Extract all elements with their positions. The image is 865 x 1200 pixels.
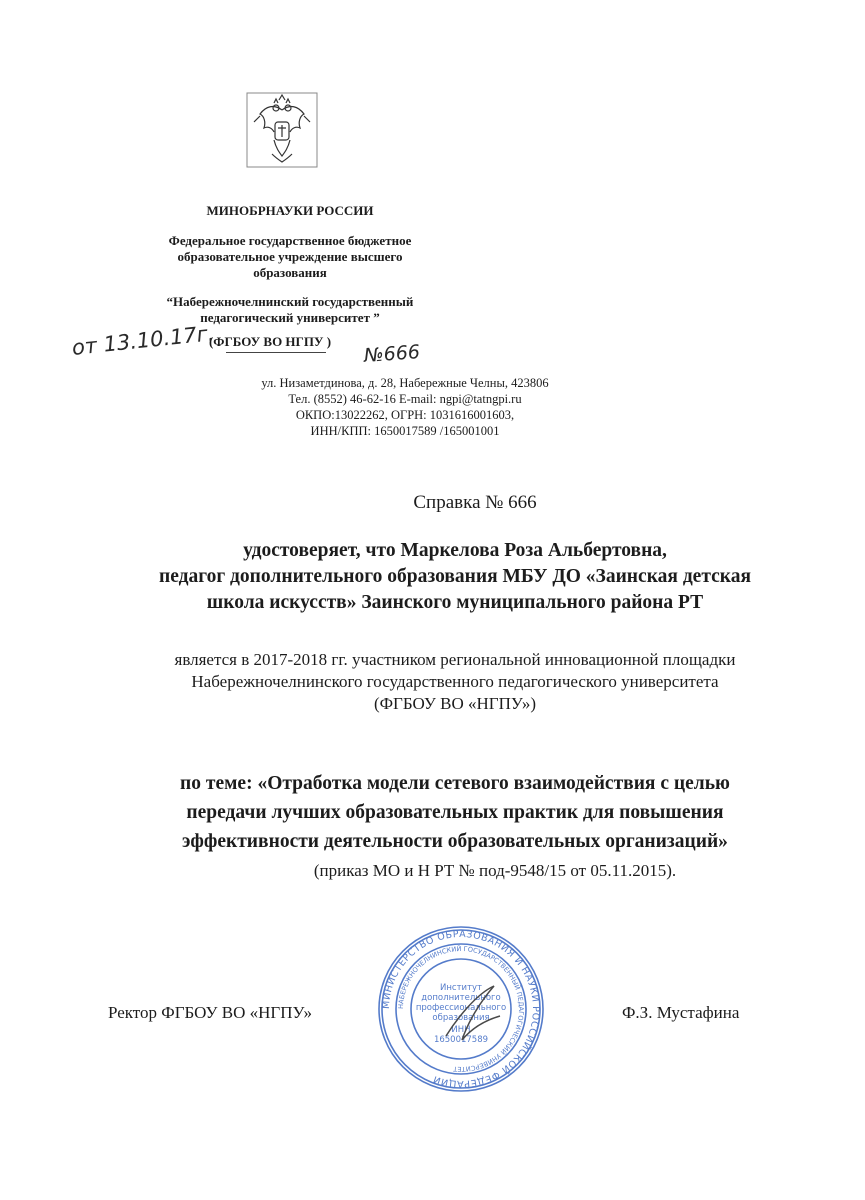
certifies-line: педагог дополнительного образования МБУ ДО «Заинская детская [158,566,752,587]
abbreviation-underline [226,352,326,353]
address-block [240,375,570,439]
seal-outer-text: МИНИСТЕРСТВО ОБРАЗОВАНИЯ И НАУКИ РОССИЙСКОЙ ФЕДЕРАЦИИ [380,928,542,1090]
participant-block [90,649,820,715]
ministry-name: МИНОБРНАУКИ РОССИИ [206,203,374,218]
rector-position: Ректор ФГБОУ ВО «НГПУ» [108,1003,312,1022]
rector-name: Ф.З. Мустафина [622,1003,740,1022]
institution-abbreviation: (ФГБОУ ВО НГПУ ) [208,334,332,349]
document-title: Справка № 666 [413,492,537,513]
seal-center-line: дополнительного [421,993,501,1003]
order-reference: (приказ МО и Н РТ № под-9548/15 от 05.11.2015). [313,861,677,880]
seal-inner-text: НАБЕРЕЖНОЧЕЛНИНСКИЙ ГОСУДАРСТВЕННЫЙ ПЕДАГОГИЧЕСКИЙ УНИВЕРСИТЕТ [396,944,526,1074]
topic-line: по теме: «Отработка модели сетевого взаимодействия с целью [180,773,730,794]
institution-name [130,294,450,326]
seal-center-line: профессионального [415,1003,507,1013]
handwritten-number: №666 [363,341,421,367]
participant-line: Набережночелнинского государственного педагогического университета [191,672,719,691]
certifies-line: удостоверяет, что Маркелова Роза Альбертовна, [243,540,667,561]
coat-of-arms-icon [246,92,318,168]
official-seal [376,924,546,1094]
institution-name-line: “Набережночелнинский государственный [166,294,414,309]
address-line: Тел. (8552) 46-62-16 E-mail: ngpi@tatngpi.ru [288,392,522,406]
topic-block [70,769,840,856]
topic-line: передачи лучших образовательных практик для повышения [186,802,724,823]
certifies-line: школа искусств» Заинского муниципального района РТ [206,592,704,613]
address-line: ИНН/КПП: 1650017589 /165001001 [310,424,500,438]
address-line: ул. Низаметдинова, д. 28, Набережные Челны, 423806 [261,376,549,390]
participant-line: (ФГБОУ ВО «НГПУ») [373,694,537,713]
institution-type-line: Федеральное государственное бюджетное [168,233,412,248]
institution-name-line: педагогический университет ” [200,310,380,325]
topic-line: эффективности деятельности образовательных организаций» [182,831,728,852]
seal-center-line: образования [432,1013,490,1023]
certifies-block [90,538,820,616]
institution-type-line: образовательное учреждение высшего [177,249,403,264]
seal-center-line: Институт [440,983,482,993]
seal-center-line: ИНН [451,1025,471,1035]
seal-center-line: 1650017589 [433,1035,489,1045]
address-line: ОКПО:13022262, ОГРН: 1031616001603, [295,408,515,422]
institution-type-line: образования [253,265,327,280]
participant-line: является в 2017-2018 гг. участником региональной инновационной площадки [174,650,736,669]
handwritten-date: от 13.10.17г. [70,321,216,360]
institution-type [140,233,440,281]
